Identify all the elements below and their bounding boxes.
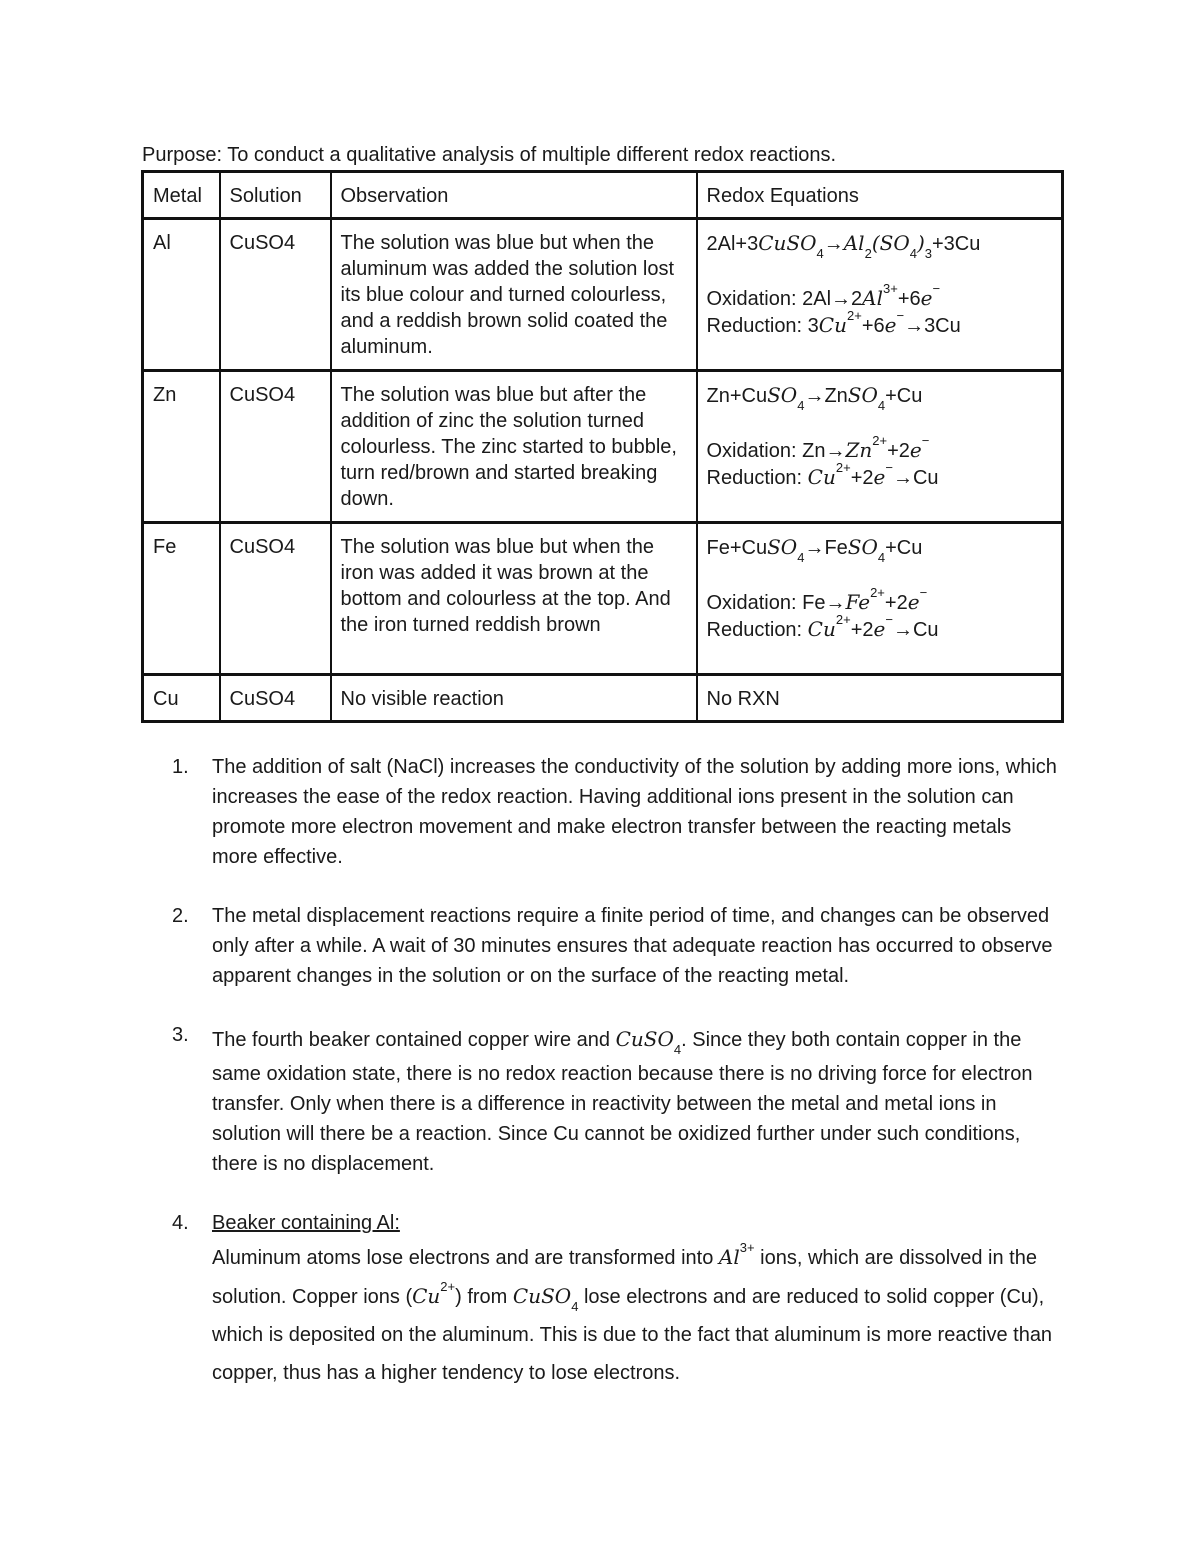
answer-text: The metal displacement reactions require a finite period of time, and changes can be observed only after a while. A wait of 30 minutes ensures that adequate reaction has occurred to observe apparent changes in the solution or on the surface of the reacting metal. [212,905,1053,987]
item-number: 4. [172,1212,189,1234]
overall-equation: $2Al+3CuSO_4\to Al_2(SO_4)_3+3Cu$ [706,231,981,261]
metal-cell: Zn [143,371,220,523]
observation-cell: The solution was blue but after the addition of zinc the solution turned colourless. The zinc started to bubble, turn red/brown and started breaking down. [331,371,697,523]
oxidation-equation: Oxidation: $2Al\to 2Al^{3+}+6e^-$ [706,281,941,310]
answer-text: The fourth beaker contained copper wire and CuSO$_4$. Since they both contain copper in the same oxidation state, there is no redox reaction because there is no driving force for electron transfer. Only when there is a difference in reactivity between the metal and metal ions in solution will there be a reaction. Since Cu cannot be oxidized further under such conditions, there is no displacement. [212,1027,1033,1175]
list-item [172,1020,1062,1179]
reduction-equation: Reduction: $3Cu^{2+}+6e^-\to 3Cu$ [706,308,961,337]
observation-cell: The solution was blue but when the aluminum was added the solution lost its blue colour and turned colourless, and a reddish brown solid coated the aluminum. [331,219,697,371]
list-item [172,1208,1062,1392]
redox-table [141,170,1064,723]
equations-cell [697,523,1063,675]
reduction-equation: Reduction: $Cu^{2+}+2e^-\to Cu$ [706,460,939,489]
table-row [143,371,1063,523]
solution-cell: CuSO4 [220,675,331,722]
header-observation: Observation [331,172,697,219]
oxidation-equation: Oxidation: $Zn\to Zn^{2+}+2e^-$ [706,433,930,462]
observation-cell: No visible reaction [331,675,697,722]
solution-cell: CuSO4 [220,219,331,371]
equations-cell [697,371,1063,523]
table-row [143,675,1063,722]
overall-equation: Fe+CuSO$_4$→FeSO$_4$+Cu [706,535,923,565]
header-solution: Solution [220,172,331,219]
metal-cell: Al [143,219,220,371]
reduction-equation: Reduction: $Cu^{2+}+2e^-\to Cu$ [706,612,939,641]
metal-cell: Fe [143,523,220,675]
solution-cell: CuSO4 [220,523,331,675]
oxidation-equation: Oxidation: $Fe\to Fe^{2+}+2e^-$ [706,585,928,614]
list-item [172,901,1062,991]
item-number: 3. [172,1024,189,1046]
observation-cell: The solution was blue but when the iron was added it was brown at the bottom and colourless at the top. And the iron turned reddish brown [331,523,697,675]
item-number: 2. [172,905,189,927]
answer-list [172,752,1062,1421]
table-row [143,523,1063,675]
table-header-row [143,172,1063,219]
table-row [143,219,1063,371]
list-item [172,752,1062,872]
solution-cell: CuSO4 [220,371,331,523]
item-number: 1. [172,756,189,778]
answer-text: The addition of salt (NaCl) increases the conductivity of the solution by adding more ions, which increases the ease of the redox reaction. Having additional ions present in the solution can promote more electron movement and make electron transfer between the reacting metals more effective. [212,756,1057,868]
metal-cell: Cu [143,675,220,722]
equations-cell: No RXN [697,675,1063,722]
header-redox-equations: Redox Equations [697,172,1063,219]
answer-text: Aluminum atoms lose electrons and are transformed into $Al^{3+}$ ions, which are dissolved in the solution. Copper ions $(Cu^{2+})$ from CuSO$_4$ lose electrons and are reduced to solid copper (Cu), which is deposited on the aluminum. This is due to the fact that aluminum is more reactive than copper, thus has a higher tendency to lose electrons. [212,1240,1053,1384]
purpose-statement: Purpose: To conduct a qualitative analysis of multiple different redox reactions. [142,144,837,166]
overall-equation: Zn+CuSO$_4$→ZnSO$_4$+Cu [706,383,923,413]
beaker-heading: Beaker containing Al: [212,1212,400,1234]
header-metal: Metal [143,172,220,219]
equations-cell [697,219,1063,371]
